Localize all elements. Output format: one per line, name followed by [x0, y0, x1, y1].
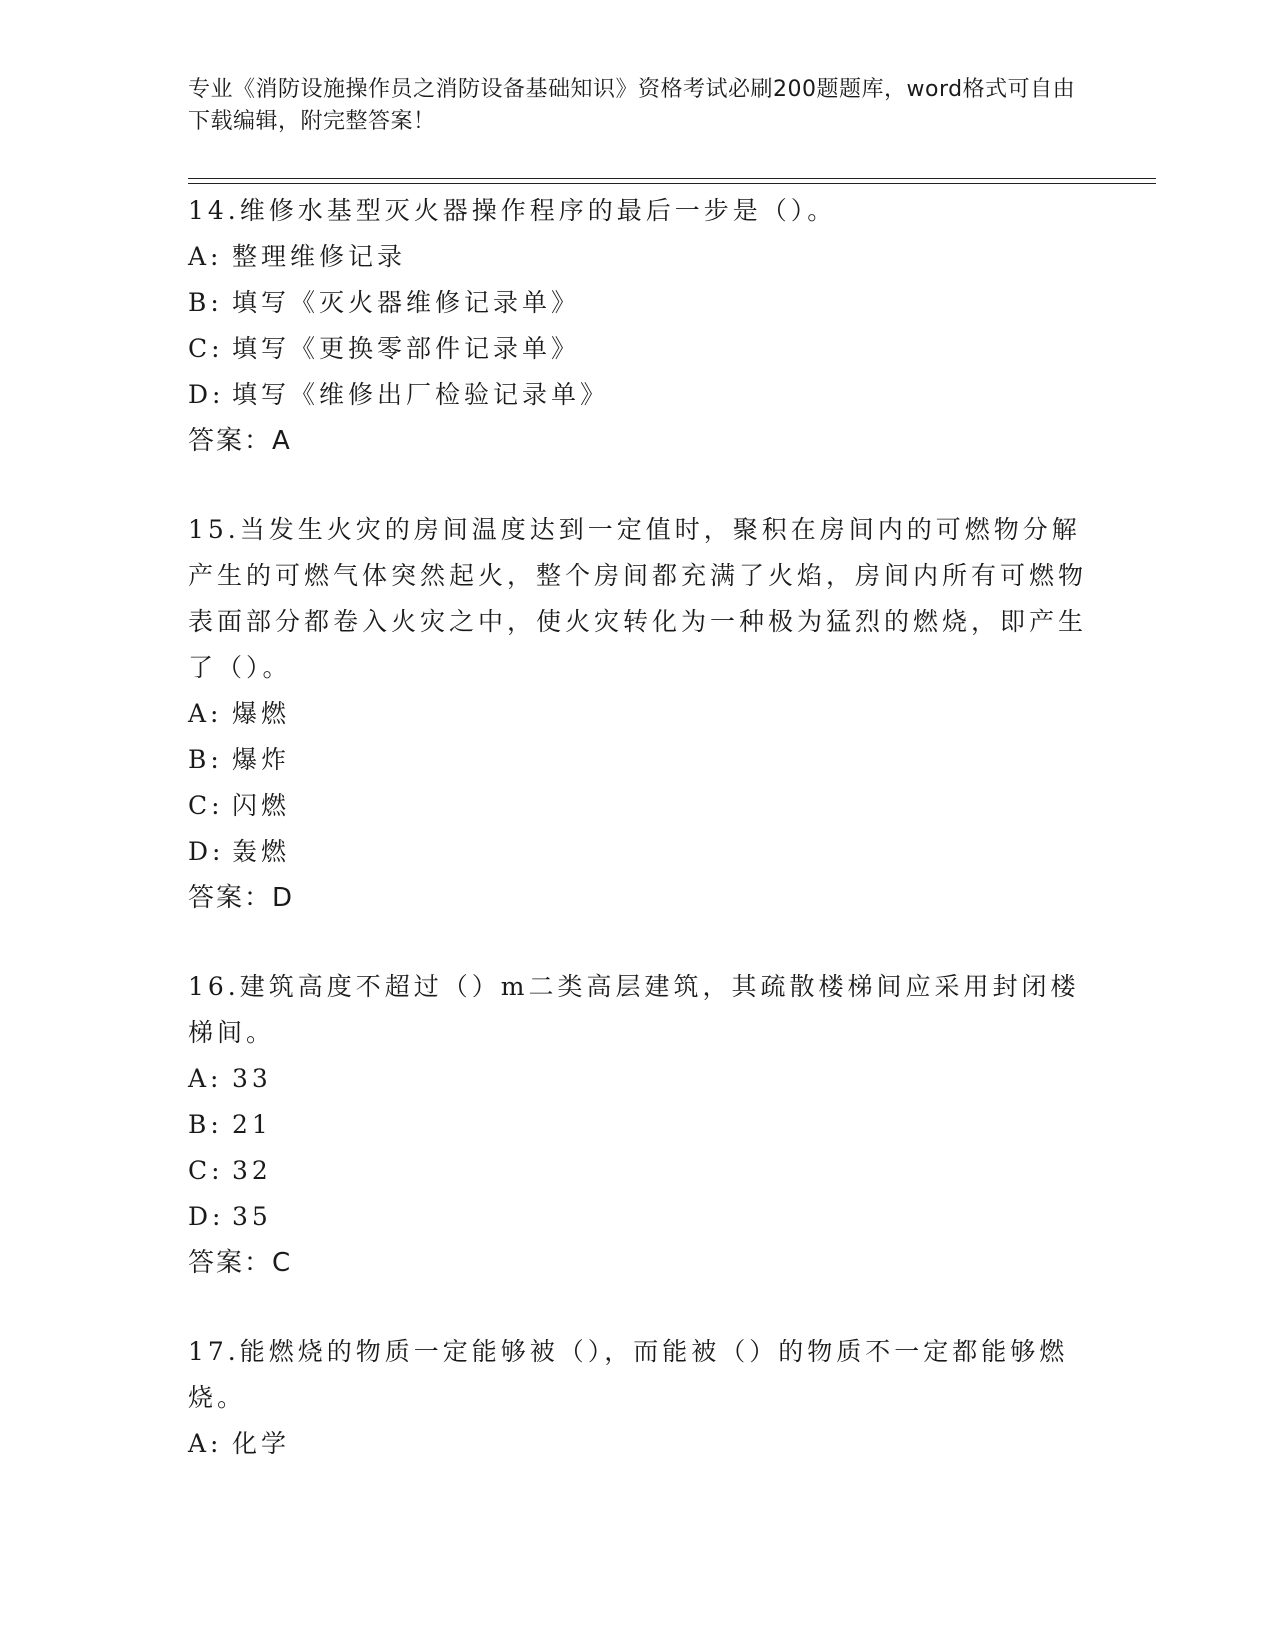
- option-letter: D:: [188, 380, 225, 409]
- option-text: 爆炸: [232, 745, 291, 774]
- option-letter: D:: [188, 837, 225, 866]
- header-divider-top: [188, 178, 1156, 179]
- option-a: [188, 691, 1088, 737]
- option-text: 33: [232, 1064, 272, 1093]
- option-text: 填写《灭火器维修记录单》: [232, 288, 581, 317]
- option-a: [188, 1421, 1088, 1467]
- option-letter: C:: [188, 334, 224, 363]
- option-letter: A:: [188, 242, 223, 271]
- option-c: [188, 783, 1088, 829]
- option-text: 轰燃: [232, 837, 291, 866]
- option-text: 化学: [232, 1429, 291, 1458]
- option-d: [188, 1194, 1088, 1240]
- header-divider-bottom: [188, 183, 1156, 184]
- option-d: [188, 829, 1088, 875]
- option-c: [188, 1148, 1088, 1194]
- option-text: 整理维修记录: [232, 242, 407, 271]
- option-letter: C:: [188, 1156, 224, 1185]
- option-text: 填写《维修出厂检验记录单》: [232, 380, 610, 409]
- question-16: [188, 964, 1088, 1286]
- question-17: [188, 1329, 1088, 1467]
- answer-line: 答案：C: [188, 1248, 293, 1278]
- option-text: 35: [232, 1202, 272, 1231]
- option-b: [188, 1102, 1088, 1148]
- option-letter: D:: [188, 1202, 225, 1231]
- option-a: [188, 1056, 1088, 1102]
- document-header: 专业《消防设施操作员之消防设备基础知识》资格考试必刷200题题库，word格式可自由下载编辑，附完整答案！: [188, 77, 1076, 134]
- option-c: [188, 326, 1088, 372]
- option-text: 爆燃: [232, 699, 291, 728]
- option-d: [188, 372, 1088, 418]
- option-a: [188, 234, 1088, 280]
- option-text: 填写《更换零部件记录单》: [232, 334, 581, 363]
- question-stem: 14.维修水基型灭火器操作程序的最后一步是（）。: [188, 196, 837, 225]
- option-text: 闪燃: [232, 791, 291, 820]
- option-letter: C:: [188, 791, 224, 820]
- question-14: [188, 188, 1088, 464]
- answer-line: 答案：A: [188, 426, 292, 456]
- option-text: 21: [232, 1110, 272, 1139]
- question-stem: 17.能燃烧的物质一定能够被（），而能被（）的物质不一定都能够燃烧。: [188, 1337, 1069, 1412]
- option-b: [188, 280, 1088, 326]
- option-b: [188, 737, 1088, 783]
- question-15: [188, 507, 1088, 921]
- answer-line: 答案：D: [188, 883, 295, 913]
- question-list: [188, 188, 1088, 1510]
- question-stem: 15.当发生火灾的房间温度达到一定值时，聚积在房间内的可燃物分解产生的可燃气体突然起火，整个房间都充满了火焰，房间内所有可燃物表面部分都卷入火灾之中，使火灾转化为一种极为猛烈的燃烧，即产生了（）。: [188, 515, 1088, 682]
- option-letter: B:: [188, 288, 223, 317]
- option-letter: A:: [188, 1429, 223, 1458]
- option-letter: B:: [188, 1110, 223, 1139]
- option-letter: A:: [188, 1064, 223, 1093]
- option-letter: B:: [188, 745, 223, 774]
- option-text: 32: [232, 1156, 272, 1185]
- option-letter: A:: [188, 699, 223, 728]
- question-stem: 16.建筑高度不超过（）m二类高层建筑，其疏散楼梯间应采用封闭楼梯间。: [188, 972, 1080, 1047]
